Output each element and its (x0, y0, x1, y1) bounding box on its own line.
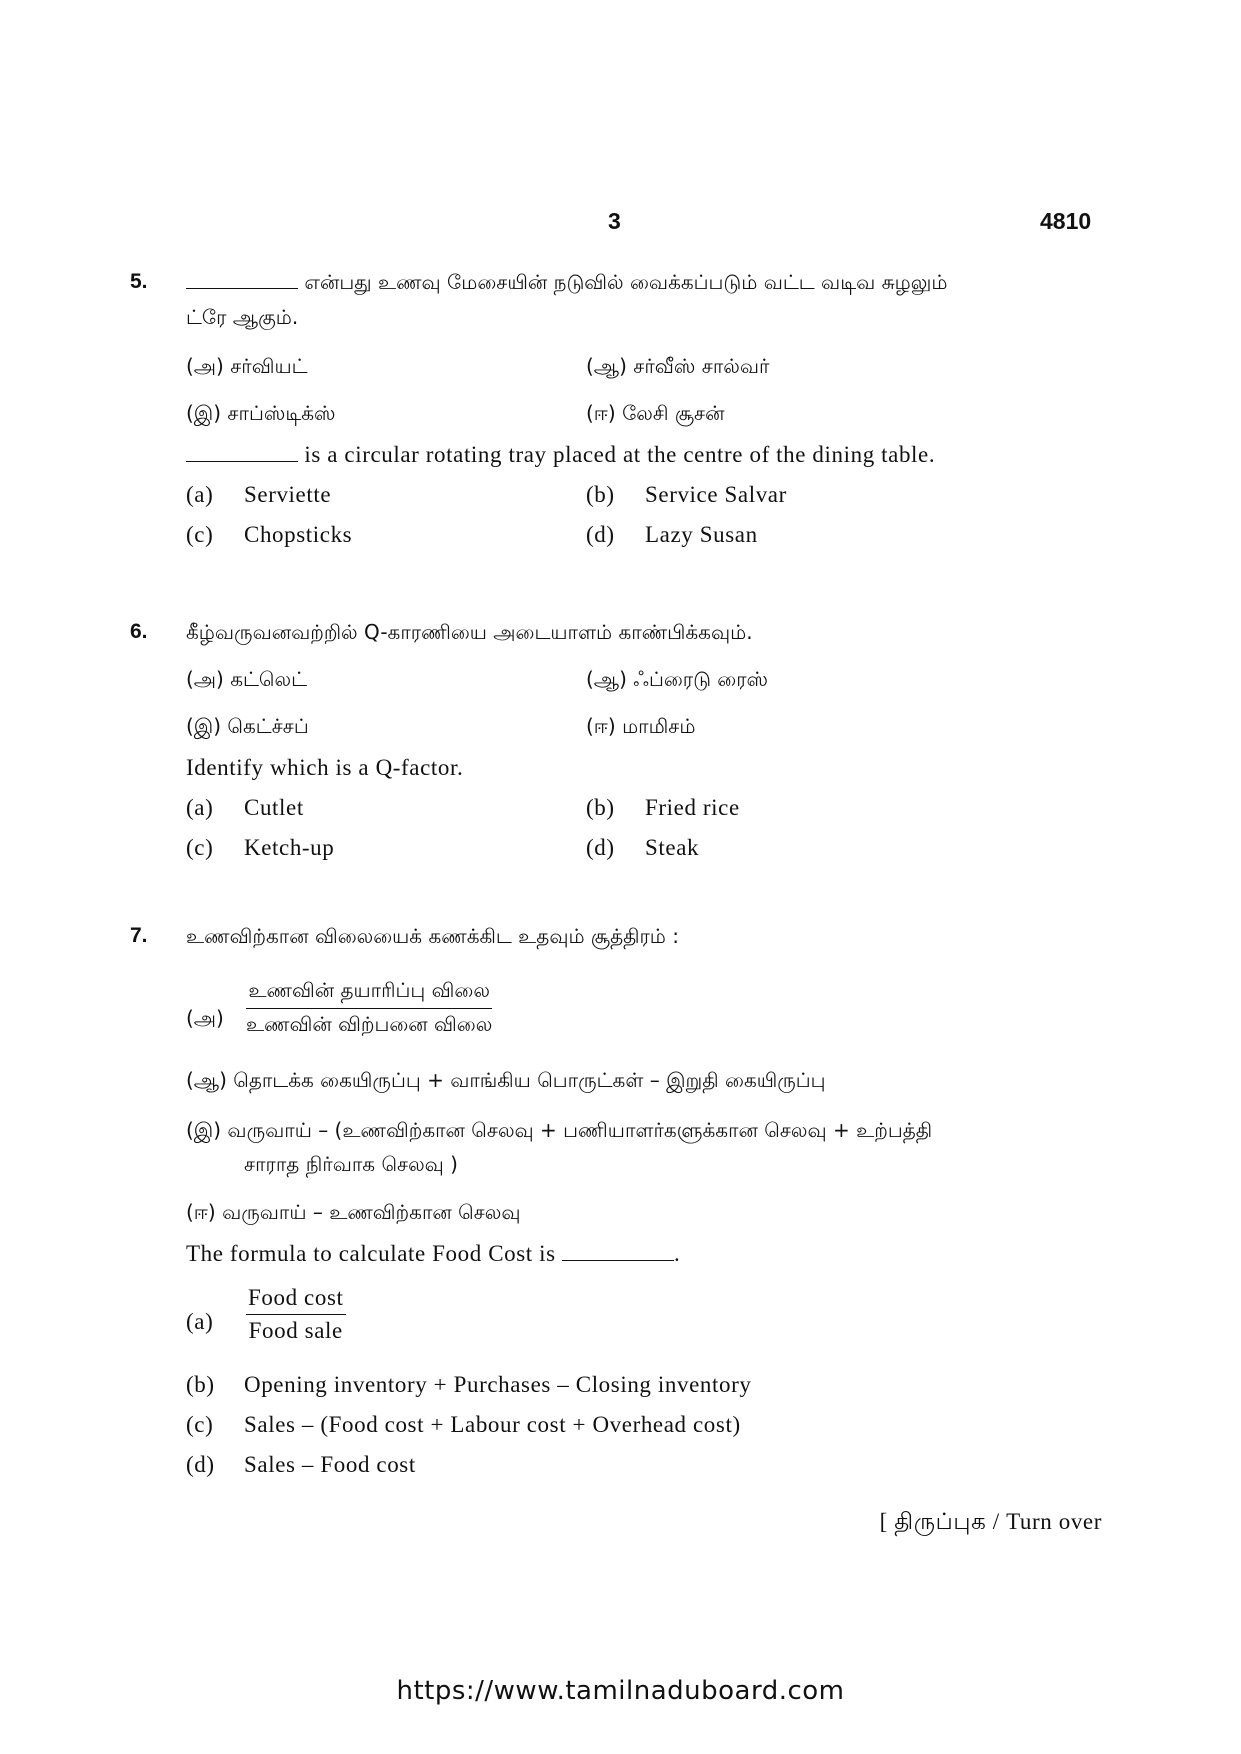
option-tamil-b: (ஆ) தொடக்க கையிருப்பு + வாங்கிய பொருட்கள் – இறுதி கையிருப்பு (186, 1068, 826, 1092)
page-number: 3 (608, 208, 621, 234)
option-b-text: Fried rice (645, 795, 740, 820)
option-a: (a) (186, 795, 214, 820)
option-d-text: Steak (645, 835, 700, 860)
option-tamil-a: (அ) (186, 1006, 224, 1030)
question-tamil-text: உணவிற்கான விலையைக் கணக்கிட உதவும் சூத்திரம் : (186, 924, 679, 948)
paper-code: 4810 (1040, 208, 1092, 234)
option-tamil-d: (ஈ) மாமிசம் (586, 714, 696, 738)
turn-over-note: [ திருப்புக / Turn over (879, 1509, 1102, 1534)
option-tamil-c: (இ) கெட்ச்சப் (186, 714, 309, 738)
question-english-text: The formula to calculate Food Cost is . (186, 1241, 681, 1266)
question-number: 5. (130, 270, 148, 293)
option-d-text: Lazy Susan (645, 522, 758, 547)
question-english-text: Identify which is a Q-factor. (186, 755, 464, 780)
option-c: (c) (186, 1412, 214, 1437)
answer-blank (562, 1242, 674, 1261)
option-tamil-b: (ஆ) ஃப்ரைடு ரைஸ் (586, 667, 769, 691)
option-b-text: Service Salvar (645, 482, 787, 507)
option-c: (c) (186, 835, 214, 860)
option-c-text: Ketch-up (244, 835, 335, 860)
option-tamil-a: (அ) சர்வியட் (186, 354, 308, 378)
option-tamil-d: (ஈ) வருவாய் – உணவிற்கான செலவு (186, 1200, 521, 1224)
option-a-text: Serviette (244, 482, 332, 507)
option-d: (d) (586, 835, 615, 860)
option-b: (b) (586, 482, 615, 507)
question-tamil-text-continued: ட்ரே ஆகும். (186, 305, 299, 329)
fraction-denominator: உணவின் விற்பனை விலை (246, 1012, 493, 1036)
question-tamil-text: கீழ்வருவனவற்றில் Q-காரணியை அடையாளம் காண்பிக்கவும். (186, 620, 753, 644)
option-d: (d) (586, 522, 615, 547)
question-number: 7. (130, 924, 148, 947)
option-tamil-c: (இ) வருவாய் – (உணவிற்கான செலவு + பணியாளர்களுக்கான செலவு + உற்பத்தி (186, 1118, 933, 1142)
question-number: 6. (130, 620, 148, 643)
option-c-text: Sales – (Food cost + Labour cost + Overhead cost) (244, 1412, 741, 1437)
fraction-tamil (246, 978, 492, 1039)
option-b: (b) (186, 1372, 215, 1397)
option-tamil-d: (ஈ) லேசி சூசன் (586, 401, 725, 425)
fraction-english (246, 1285, 346, 1344)
option-b: (b) (586, 795, 615, 820)
option-tamil-a: (அ) கட்லெட் (186, 667, 307, 691)
answer-blank (186, 443, 298, 462)
option-tamil-b: (ஆ) சர்வீஸ் சால்வர் (586, 354, 770, 378)
option-c-text: Chopsticks (244, 522, 353, 547)
option-tamil-c: (இ) சாப்ஸ்டிக்ஸ் (186, 401, 336, 425)
option-a-text: Cutlet (244, 795, 304, 820)
fraction-numerator: Food cost (246, 1285, 346, 1315)
footer-url[interactable]: https://www.tamilnaduboard.com (396, 1676, 845, 1706)
option-a: (a) (186, 1309, 214, 1334)
question-english-text: is a circular rotating tray placed at the centre of the dining table. (186, 442, 935, 468)
option-a: (a) (186, 482, 214, 507)
option-c: (c) (186, 522, 214, 547)
option-d-text: Sales – Food cost (244, 1452, 416, 1477)
option-tamil-c-continued: சாராத நிர்வாக செலவு ) (244, 1152, 458, 1176)
fraction-denominator: Food sale (248, 1318, 343, 1343)
answer-blank (186, 270, 298, 289)
option-d: (d) (186, 1452, 215, 1477)
option-b-text: Opening inventory + Purchases – Closing inventory (244, 1372, 752, 1397)
fraction-numerator: உணவின் தயாரிப்பு விலை (246, 978, 492, 1009)
question-tamil-text: என்பது உணவு மேசையின் நடுவில் வைக்கப்படும் வட்ட வடிவ சுழலும் (186, 270, 947, 297)
